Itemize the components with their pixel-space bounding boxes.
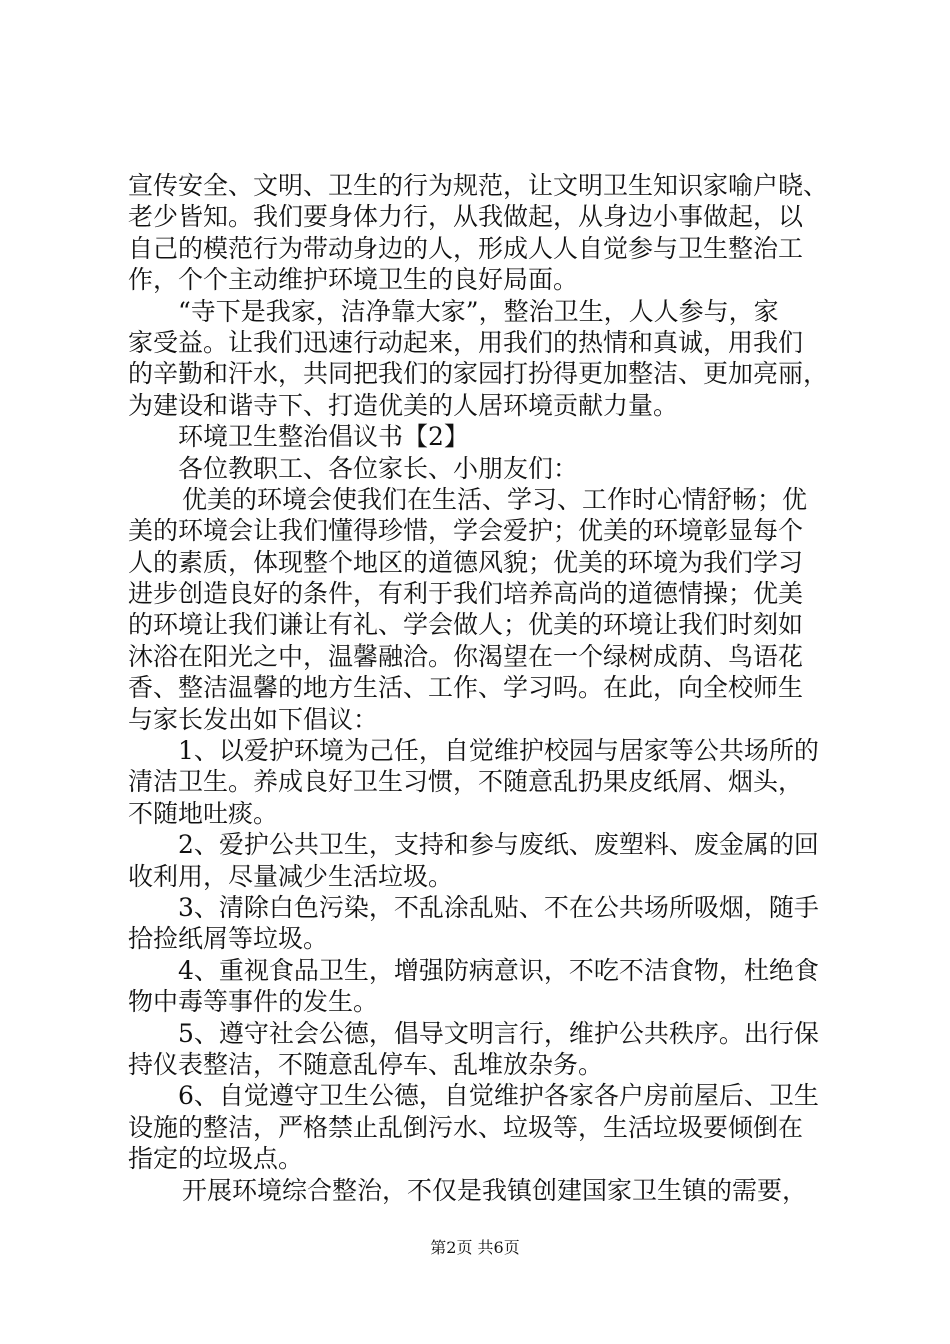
- document-body: [128, 170, 838, 1206]
- text-line: 人的素质，体现整个地区的道德风貌；优美的环境为我们学习: [128, 547, 804, 577]
- text-line: 指定的垃圾点。: [128, 1144, 304, 1174]
- text-line: 作，个个主动维护环境卫生的良好局面。: [128, 265, 579, 295]
- text-line: 优美的环境会使我们在生活、学习、工作时心情舒畅；优: [182, 484, 808, 514]
- text-line: 自己的模范行为带动身边的人，形成人人自觉参与卫生整治工: [128, 233, 804, 263]
- page-footer: 第2页 共6页: [430, 1238, 520, 1257]
- text-line: 物中毒等事件的发生。: [128, 987, 379, 1017]
- text-line: 沐浴在阳光之中，温馨融洽。你渴望在一个绿树成荫、鸟语花: [128, 641, 804, 671]
- text-line: 与家长发出如下倡议：: [128, 704, 379, 734]
- list-item: 4、重视食品卫生，增强防病意识，不吃不洁食物，杜绝食: [178, 955, 819, 985]
- list-item: 1、以爱护环境为己任，自觉维护校园与居家等公共场所的: [178, 736, 819, 766]
- section-heading: 环境卫生整治倡议书【2】: [178, 422, 469, 452]
- text-line: “寺下是我家，洁净靠大家”，整治卫生，人人参与，家: [178, 296, 779, 326]
- text-line: 美的环境会让我们懂得珍惜，学会爱护；优美的环境彰显每个: [128, 516, 804, 546]
- text-line: 清洁卫生。养成良好卫生习惯，不随意乱扔果皮纸屑、烟头，: [128, 767, 804, 797]
- list-item: 6、自觉遵守卫生公德，自觉维护各家各户房前屋后、卫生: [178, 1081, 819, 1111]
- text-line: 的辛勤和汗水，共同把我们的家园打扮得更加整洁、更加亮丽，: [128, 359, 829, 389]
- text-line: 设施的整洁，严格禁止乱倒污水、垃圾等，生活垃圾要倾倒在: [128, 1112, 804, 1142]
- text-line: 为建设和谐寺下、打造优美的人居环境贡献力量。: [128, 390, 679, 420]
- text-line: 进步创造良好的条件，有利于我们培养高尚的道德情操；优美: [128, 579, 804, 609]
- text-line: 拾捡纸屑等垃圾。: [128, 924, 329, 954]
- salutation: 各位教职工、各位家长、小朋友们：: [178, 453, 579, 483]
- text-line: 开展环境综合整治，不仅是我镇创建国家卫生镇的需要，: [182, 1175, 808, 1205]
- text-line: 收利用，尽量减少生活垃圾。: [128, 861, 454, 891]
- text-line: 持仪表整洁，不随意乱停车、乱堆放杂务。: [128, 1049, 604, 1079]
- text-line: 老少皆知。我们要身体力行，从我做起，从身边小事做起，以: [128, 202, 804, 232]
- text-line: 家受益。让我们迅速行动起来，用我们的热情和真诚，用我们: [128, 327, 804, 357]
- text-line: 不随地吐痰。: [128, 798, 279, 828]
- text-line: 宣传安全、文明、卫生的行为规范，让文明卫生知识家喻户晓、: [128, 171, 829, 200]
- text-line: 香、整洁温馨的地方生活、工作、学习吗。在此，向全校师生: [128, 673, 804, 703]
- list-item: 2、爱护公共卫生，支持和参与废纸、废塑料、废金属的回: [178, 830, 819, 860]
- list-item: 3、清除白色污染，不乱涂乱贴、不在公共场所吸烟，随手: [178, 892, 819, 922]
- text-line: 的环境让我们谦让有礼、学会做人；优美的环境让我们时刻如: [128, 610, 804, 640]
- list-item: 5、遵守社会公德，倡导文明言行，维护公共秩序。出行保: [178, 1018, 819, 1048]
